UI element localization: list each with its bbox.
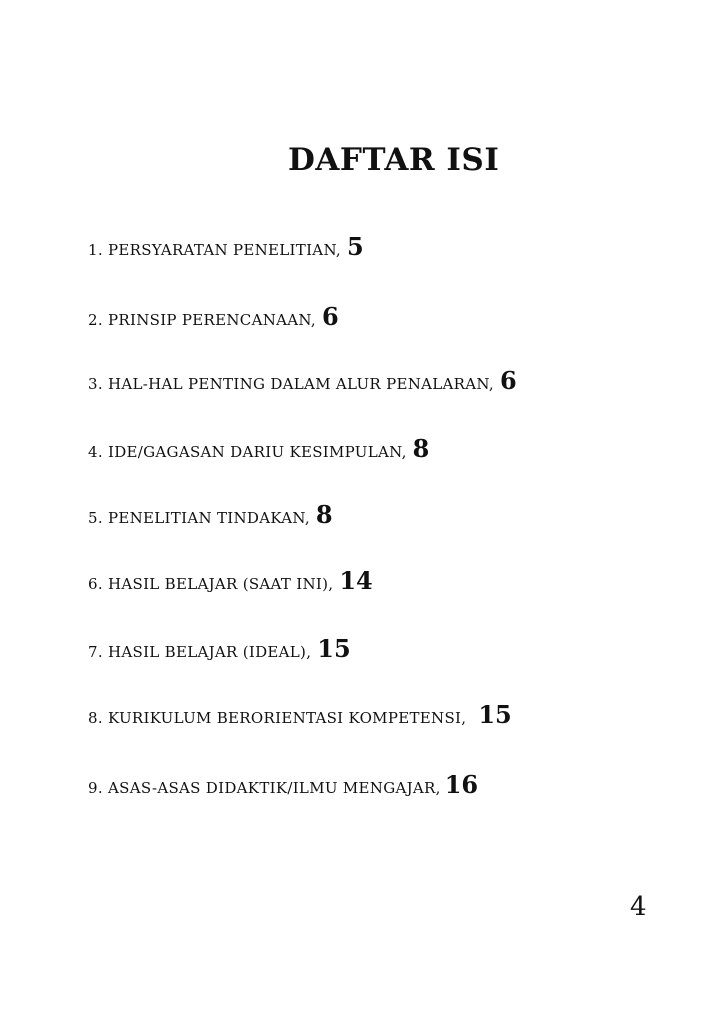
toc-entry: [88, 700, 512, 734]
toc-entry-page: 6: [499, 366, 517, 395]
toc-entry-page: 8: [412, 434, 430, 463]
toc-entry-label: 2. PRINSIP PERENCANAAN,: [88, 311, 316, 329]
toc-entry-label: 8. KURIKULUM BERORIENTASI KOMPETENSI,: [88, 709, 467, 727]
toc-entry: [88, 434, 429, 468]
toc-entry-label: 6. HASIL BELAJAR (SAAT INI),: [88, 575, 334, 593]
toc-entry-page: 14: [339, 566, 373, 595]
toc-entry-page: 5: [346, 232, 364, 261]
toc-entry: [88, 566, 373, 600]
toc-entry-page: 6: [321, 302, 339, 331]
toc-entry-page: 16: [444, 770, 479, 799]
toc-entry-page: 8: [315, 500, 333, 529]
toc-entry: [88, 634, 351, 668]
toc-entry: [88, 366, 517, 400]
toc-entry-label: 3. HAL-HAL PENTING DALAM ALUR PENALARAN,: [88, 375, 494, 393]
toc-entry: [88, 302, 339, 336]
toc-entry-label: 4. IDE/GAGASAN DARIU KESIMPULAN,: [88, 443, 407, 461]
toc-entry-page: 15: [478, 700, 512, 729]
toc-entry: [88, 232, 364, 266]
toc-entry-label: 7. HASIL BELAJAR (IDEAL),: [88, 643, 312, 661]
page-title: DAFTAR ISI: [288, 142, 500, 178]
toc-entry-label: 1. PERSYARATAN PENELITIAN,: [88, 241, 341, 259]
toc-entry-page: 15: [317, 634, 351, 663]
page-number: 4: [630, 892, 647, 922]
toc-entry-label: 9. ASAS-ASAS DIDAKTIK/ILMU MENGAJAR,: [88, 779, 441, 797]
toc-entry: [88, 500, 333, 534]
toc-entry: [88, 770, 478, 804]
toc-entry-label: 5. PENELITIAN TINDAKAN,: [88, 509, 310, 527]
